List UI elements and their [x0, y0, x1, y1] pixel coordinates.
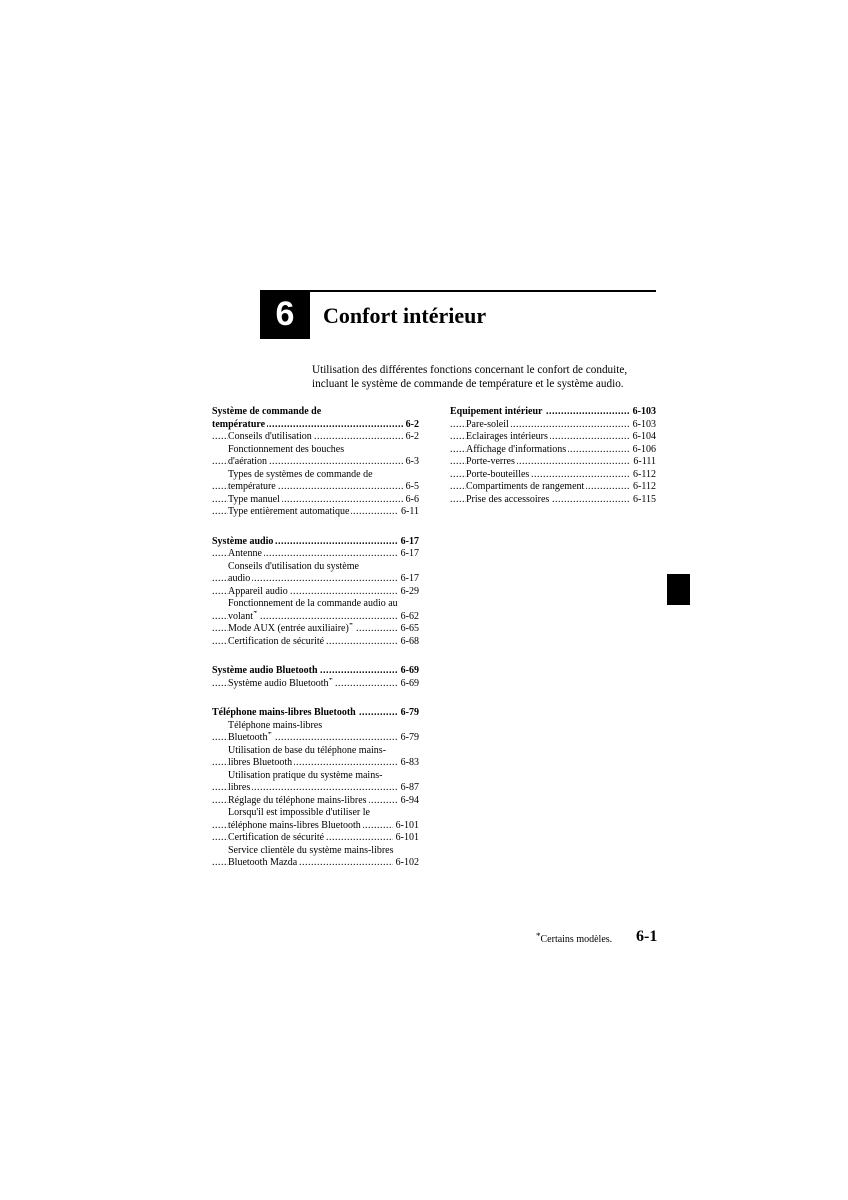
toc-entry-title: température	[212, 418, 266, 430]
chapter-rule	[310, 290, 656, 292]
toc-entry-page: 6-69	[398, 678, 419, 691]
toc-entry-title: Conseils d'utilisation du système	[228, 560, 359, 572]
model-star-icon: *	[267, 732, 272, 739]
toc-entry-title: Lorsqu'il est impossible d'utiliser le	[228, 807, 370, 818]
toc-entry[interactable]	[212, 807, 419, 820]
toc-entry-title: Antenne	[228, 548, 262, 559]
toc-entry-title: Service clientèle du système mains-libres	[228, 844, 394, 856]
toc-entry[interactable]	[212, 857, 419, 870]
toc-entry-title: Conseils d'utilisation	[228, 431, 312, 442]
model-star-icon: *	[328, 677, 334, 685]
toc-entry-title: Mode AUX (entrée auxiliaire)	[228, 623, 349, 634]
toc-entry-page: 6-103	[630, 419, 656, 432]
toc-entry-title: Affichage d'informations	[466, 443, 567, 455]
toc-entry[interactable]	[212, 720, 419, 733]
toc-entry-page: 6-101	[393, 820, 419, 833]
toc-entry-title: Bluetooth Mazda	[228, 857, 298, 868]
toc-entry-page: 6-65	[398, 623, 419, 636]
toc-entry-title: Porte-bouteilles	[466, 468, 530, 480]
toc-entry[interactable]	[450, 481, 656, 494]
toc-entry-title: Réglage du téléphone mains-libres	[228, 794, 367, 806]
toc-entry-title: Equipement intérieur	[450, 406, 543, 417]
toc-entry-page: 6-68	[398, 636, 419, 649]
chapter-number: 6	[260, 290, 310, 339]
toc-entry[interactable]	[450, 494, 656, 507]
footnote	[536, 931, 613, 945]
toc-entry[interactable]	[212, 444, 419, 457]
toc-entry-page: 6-11	[398, 506, 419, 519]
toc-entry-title: audio	[228, 573, 251, 584]
toc-entry-page: 6-3	[403, 456, 419, 469]
toc-entry[interactable]	[212, 611, 419, 624]
toc-section	[212, 536, 419, 649]
toc-entry-page: 6-6	[403, 494, 419, 507]
toc-entry[interactable]	[212, 636, 419, 649]
toc-entry-page: 6-115	[630, 494, 656, 507]
toc-entry[interactable]	[212, 845, 419, 858]
toc-entry-page: 6-2	[403, 431, 419, 444]
toc-entry[interactable]	[212, 469, 419, 482]
toc-entry[interactable]	[450, 406, 656, 419]
model-star-icon: *	[348, 623, 354, 630]
toc-entry-page: 6-62	[398, 611, 419, 624]
toc-entry[interactable]	[212, 623, 419, 636]
toc-entry[interactable]	[450, 431, 656, 444]
toc-entry-page: 6-103	[630, 406, 656, 419]
toc-entry[interactable]	[212, 832, 419, 845]
toc-entry[interactable]	[212, 506, 419, 519]
toc-entry-title: Utilisation de base du téléphone mains-	[228, 744, 387, 756]
toc-entry-title: température	[228, 481, 276, 492]
toc-entry-page: 6-29	[398, 586, 419, 599]
chapter-title: Confort intérieur	[323, 303, 487, 328]
toc-entry[interactable]	[450, 444, 656, 457]
toc-entry[interactable]	[212, 419, 419, 432]
toc-entry[interactable]	[450, 469, 656, 482]
toc-entry-page: 6-106	[630, 444, 656, 457]
toc-right-column	[450, 406, 656, 523]
toc-entry[interactable]	[212, 494, 419, 507]
toc-entry[interactable]	[450, 456, 656, 469]
toc-entry-title: téléphone mains-libres Bluetooth	[228, 819, 361, 831]
toc-entry-page: 6-17	[398, 573, 419, 586]
toc-entry-title: Appareil audio	[228, 585, 288, 597]
toc-entry[interactable]	[212, 456, 419, 469]
toc-entry-page: 6-17	[398, 548, 419, 561]
toc-entry-page: 6-79	[398, 707, 419, 720]
toc-entry[interactable]	[212, 757, 419, 770]
toc-entry-title: Pare-soleil	[466, 418, 509, 430]
model-star-icon: *	[253, 610, 258, 618]
toc-entry-page: 6-101	[393, 832, 419, 845]
toc-entry-title: Certification de sécurité	[228, 832, 325, 843]
toc-entry-title: Certification de sécurité	[228, 635, 325, 647]
footnote-star: *	[536, 931, 541, 941]
toc-entry-page: 6-87	[398, 782, 419, 795]
toc-entry-title: Utilisation pratique du système mains-	[228, 769, 383, 781]
toc-entry[interactable]	[212, 548, 419, 561]
page-number: 6-1	[636, 928, 658, 945]
toc-entry-title: Système audio Bluetooth	[228, 677, 329, 689]
toc-section	[212, 406, 419, 519]
toc-section	[212, 707, 419, 870]
toc-entry[interactable]	[212, 782, 419, 795]
toc-entry-title: Type entièrement automatique	[228, 506, 350, 517]
toc-entry[interactable]	[212, 665, 419, 678]
toc-entry-title: libres Bluetooth	[228, 757, 293, 768]
toc-entry-title: Prise des accessoires	[466, 493, 550, 505]
toc-entry-title: Téléphone mains-libres	[228, 719, 323, 731]
toc-entry[interactable]	[212, 745, 419, 758]
toc-entry[interactable]	[212, 586, 419, 599]
toc-entry-title: Téléphone mains-libres Bluetooth	[212, 707, 356, 718]
toc-entry-page: 6-104	[630, 431, 656, 444]
toc-entry[interactable]	[450, 419, 656, 432]
toc-entry[interactable]	[212, 795, 419, 808]
toc-entry[interactable]	[212, 561, 419, 574]
toc-entry-title: Compartiments de rangement	[466, 481, 585, 492]
toc-entry[interactable]	[212, 573, 419, 586]
toc-entry-title: Système de commande de	[212, 406, 322, 417]
toc-entry-page: 6-102	[393, 857, 419, 870]
toc-entry[interactable]	[212, 707, 419, 720]
toc-entry-page: 6-83	[398, 757, 419, 770]
toc-entry[interactable]	[212, 732, 419, 745]
toc-entry-title: volant	[228, 610, 253, 622]
toc-entry-title: Système audio Bluetooth	[212, 665, 318, 676]
toc-entry-title: Fonctionnement de la commande audio au	[228, 598, 398, 609]
toc-entry[interactable]	[212, 820, 419, 833]
toc-entry-page: 6-79	[398, 732, 419, 745]
toc-entry-title: Type manuel	[228, 493, 280, 505]
toc-entry-title: Bluetooth	[228, 732, 268, 743]
toc-entry-page: 6-112	[630, 481, 656, 494]
footnote-text: Certains modèles.	[540, 934, 613, 945]
toc-entry-title: Fonctionnement des bouches	[228, 443, 345, 455]
toc-entry[interactable]	[212, 406, 419, 419]
toc-left-column	[212, 406, 419, 887]
toc-entry-title: Système audio	[212, 535, 274, 547]
chapter-thumb-tab	[667, 574, 690, 605]
toc-entry[interactable]	[212, 598, 419, 611]
toc-entry-page: 6-94	[398, 795, 419, 808]
toc-section	[212, 665, 419, 690]
toc-entry-page: 6-112	[630, 469, 656, 482]
toc-entry[interactable]	[212, 770, 419, 783]
toc-entry[interactable]	[212, 431, 419, 444]
chapter-intro: Utilisation des différentes fonctions concernant le confort de conduite, incluant le système de commande de température et le système audio.	[312, 364, 628, 390]
toc-entry-page: 6-111	[630, 456, 656, 469]
toc-entry-title: d'aération	[228, 456, 268, 467]
toc-entry-page: 6-5	[403, 481, 419, 494]
toc-entry-title: Types de systèmes de commande de	[228, 468, 373, 480]
toc-entry-page: 6-69	[398, 665, 419, 678]
toc-entry[interactable]	[212, 536, 419, 549]
toc-section	[450, 406, 656, 506]
toc-entry-page: 6-2	[403, 419, 419, 432]
toc-entry-title: libres	[228, 782, 251, 793]
toc-entry[interactable]	[212, 678, 419, 691]
toc-entry-page: 6-17	[398, 536, 419, 549]
toc-entry[interactable]	[212, 481, 419, 494]
toc-entry-title: Eclairages intérieurs	[466, 431, 548, 442]
toc-entry-title: Porte-verres	[466, 456, 515, 467]
